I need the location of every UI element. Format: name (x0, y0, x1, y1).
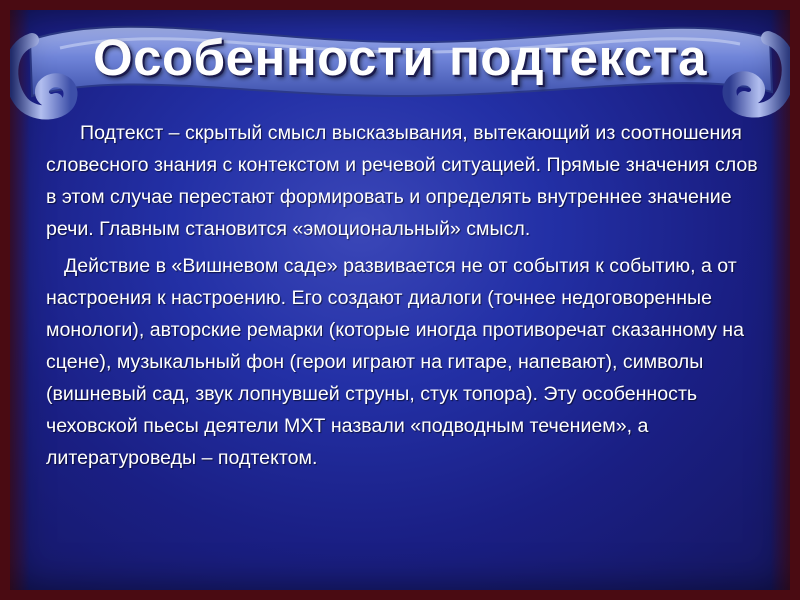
paragraph-definition: Подтекст – скрытый смысл высказывания, вытекающий из соотношения словесного знания с контекстом и речевой ситуацией. Прямые значения слов в этом случае перестают формировать и определять внутреннее значение речи. Главным становится «эмоциональный» смысл. (46, 122, 758, 240)
slide-body (46, 117, 758, 479)
slide-title: Особенности подтекста (92, 29, 708, 86)
paragraph-cherry-orchard: Действие в «Вишневом саде» развивается не от события к событию, а от настроения к настроению. Его создают диалоги (точнее недоговоренные монологи), авторские ремарки (которые иногда противоречат сказанному на сцене), музыкальный фон (герои играют на гитаре, напевают), символы (вишневый сад, звук лопнувшей струны, стук топора). Эту особенность чеховской пьесы деятели МХТ назвали «подводным течением», а литературоведы – подтектом. (46, 255, 745, 469)
